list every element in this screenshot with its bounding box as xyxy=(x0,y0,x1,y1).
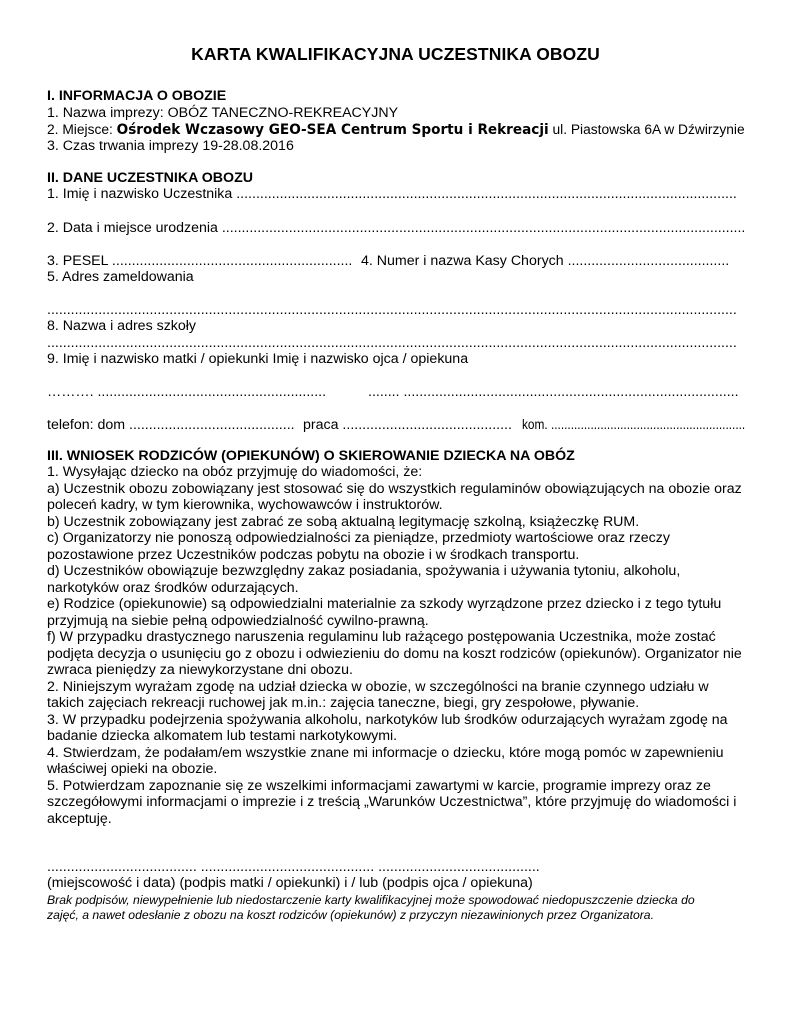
consent-line: 4. Stwierdzam, że podałam/em wszystkie znane mi informacje o dziecku, które mogą pomóc w zapewnieniu xyxy=(47,745,724,761)
father-field[interactable]: ........ ..................................................................................... xyxy=(368,384,739,400)
consent-line: f) W przypadku drastycznego naruszenia regulaminu lub rażącego postępowania Uczestnika, może zostać xyxy=(47,629,716,645)
place-address: ul. Piastowska 6A w Dźwirzynie xyxy=(548,122,745,138)
consent-line: badanie dziecka alkomatem lub testami narkotykowymi. xyxy=(47,728,398,744)
address-field[interactable]: ............................................................................................................................................................................... xyxy=(47,302,737,318)
consent-line: b) Uczestnik zobowiązany jest zabrać ze sobą aktualną legitymację szkolną, książeczkę RUM. xyxy=(47,514,640,530)
consent-line: poleceń kadry, w tym kierownika, wychowawców i instruktorów. xyxy=(47,497,443,513)
consent-line: pozostawione przez Uczestników podczas pobytu na obozie i w środkach transportu. xyxy=(47,547,580,563)
consent-line: 3. W przypadku podejrzenia spożywania alkoholu, narkotyków lub środków odurzających wyrażam zgodę na xyxy=(47,712,728,728)
consent-line: e) Rodzice (opiekunowie) są odpowiedzialni materialnie za szkody wyrządzone przez dziecko i z tego tytułu xyxy=(47,596,722,612)
school-label: 8. Nazwa i adres szkoły xyxy=(47,318,197,334)
signature-field[interactable]: ...................................... ............................................ ......................................... xyxy=(47,859,540,875)
signature-caption: (miejscowość i data) (podpis matki / opiekunki) i / lub (podpis ojca / opiekuna) xyxy=(47,875,533,891)
phone-work-field[interactable]: praca ........................................... xyxy=(303,417,512,433)
consent-line: c) Organizatorzy nie ponoszą odpowiedzialności za pieniądze, przedmioty wartościowe oraz rzeczy xyxy=(47,530,670,546)
pesel-field[interactable]: 3. PESEL ............................................................. xyxy=(47,253,353,269)
phone-home-field[interactable]: telefon: dom .......................................... xyxy=(47,417,295,433)
consent-line: d) Uczestników obowiązuje bezwzględny zakaz posiadania, spożywania i używania tytoniu, alkoholu, xyxy=(47,563,681,579)
footnote-line: Brak podpisów, niewypełnienie lub niedostarczenie karty kwalifikacyjnej może spowodować niedopuszczenie dziecka do xyxy=(47,893,695,907)
consent-line: szczegółowymi informacjami o imprezie i z treścią „Warunków Uczestnictwa”, które przyjmuję do wiadomości i xyxy=(47,794,737,810)
place-line xyxy=(47,122,745,138)
consent-line: akceptuję. xyxy=(47,811,112,827)
consent-line: narkotyków oraz środków odurzających. xyxy=(47,580,299,596)
consent-line: przyjmują na siebie pełną odpowiedzialność cywilno-prawną. xyxy=(47,613,429,629)
section1-heading: I. INFORMACJA O OBOZIE xyxy=(47,88,227,104)
school-field[interactable]: ............................................................................................................................................................................... xyxy=(47,335,737,351)
consent-line: właściwej opieki na obozie. xyxy=(47,761,218,777)
place-prefix: 2. Miejsce: xyxy=(47,122,117,138)
section3-heading: III. WNIOSEK RODZICÓW (OPIEKUNÓW) O SKIEROWANIE DZIECKA NA OBÓZ xyxy=(47,448,575,464)
form-title: KARTA KWALIFIKACYJNA UCZESTNIKA OBOZU xyxy=(191,44,600,64)
consent-line: takich zajęciach rekreacji ruchowej jak m.in.: zajęcia taneczne, biegi, gry zespołowe, pływanie. xyxy=(47,695,640,711)
duration-line: 3. Czas trwania imprezy 19-28.08.2016 xyxy=(47,138,294,154)
birth-field[interactable]: 2. Data i miejsce urodzenia ..................................................................................................................................... xyxy=(47,220,746,236)
consent-line: podjęta decyzja o usunięciu go z obozu i odwiezieniu do domu na koszt rodziców (opiekunów). Organizator nie xyxy=(47,646,742,662)
address-label: 5. Adres zameldowania xyxy=(47,269,194,285)
phone-mobile-field[interactable]: kom. ........................................................... xyxy=(522,417,746,433)
event-name-line: 1. Nazwa imprezy: OBÓZ TANECZNO-REKREACYJNY xyxy=(47,105,399,121)
mother-field[interactable]: ………. .......................................................... xyxy=(47,384,327,400)
participant-name-field[interactable]: 1. Imię i nazwisko Uczestnika ............................................................................................................................... xyxy=(47,186,737,202)
consent-line: a) Uczestnik obozu zobowiązany jest stosować się do wszystkich regulaminów obowiązujących na obozie oraz xyxy=(47,481,742,497)
consent-line: 2. Niniejszym wyrażam zgodę na udział dziecka w obozie, w szczególności na branie czynnego udziału w xyxy=(47,679,709,695)
consent-line: 1. Wysyłając dziecko na obóz przyjmuję do wiadomości, że: xyxy=(47,464,423,480)
consent-line: zwraca pieniędzy za niewykorzystane dni obozu. xyxy=(47,662,353,678)
consent-line: 5. Potwierdzam zapoznanie się ze wszelkimi informacjami zawartymi w karcie, programie imprezy oraz ze xyxy=(47,778,711,794)
health-fund-field[interactable]: 4. Numer i nazwa Kasy Chorych ......................................... xyxy=(361,253,730,269)
footnote-line: zajęć, a nawet odesłanie z obozu na koszt rodziców (opiekunów) z przyczyn niezawinionych przez Organizatora. xyxy=(47,908,654,922)
parents-label: 9. Imię i nazwisko matki / opiekunki Imię i nazwisko ojca / opiekuna xyxy=(47,351,469,367)
section2-heading: II. DANE UCZESTNIKA OBOZU xyxy=(47,170,253,186)
place-venue: Ośrodek Wczasowy GEO-SEA Centrum Sportu i Rekreacji xyxy=(116,122,549,138)
